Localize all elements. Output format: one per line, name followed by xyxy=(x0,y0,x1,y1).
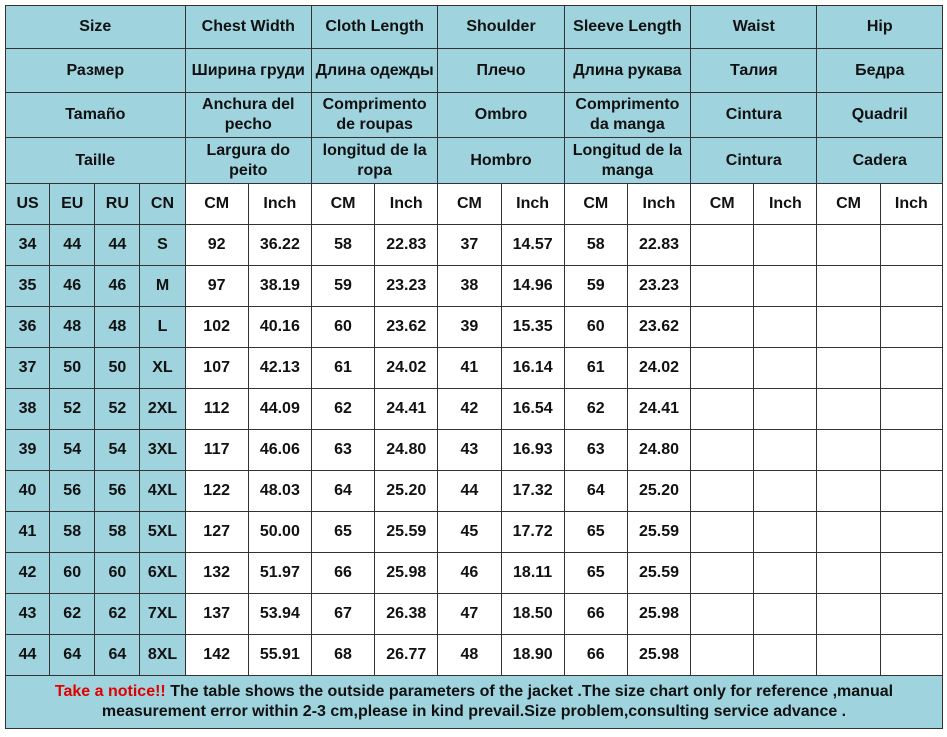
size-eu-cell: 50 xyxy=(50,348,95,389)
shoulder-cm-cell: 38 xyxy=(438,266,501,307)
shoulder-in-cell: 16.14 xyxy=(501,348,564,389)
empty-cell xyxy=(754,512,817,553)
empty-cell xyxy=(817,348,880,389)
shoulder-cm-cell: 46 xyxy=(438,553,501,594)
sleeve-cm-cell: 60 xyxy=(564,307,627,348)
size-header: Размер xyxy=(6,49,186,93)
shoulder-cm-cell: 43 xyxy=(438,430,501,471)
length-cm-cell: 58 xyxy=(311,225,374,266)
shoulder-in-cell: 16.93 xyxy=(501,430,564,471)
sleeve-in-cell: 25.20 xyxy=(627,471,690,512)
table-row xyxy=(6,635,943,676)
empty-cell xyxy=(880,512,942,553)
sleeve-in-cell: 24.02 xyxy=(627,348,690,389)
shoulder-in-cell: 14.96 xyxy=(501,266,564,307)
length-in-cell: 25.20 xyxy=(375,471,438,512)
length-in-cell: 23.62 xyxy=(375,307,438,348)
unit-row xyxy=(6,184,943,225)
empty-cell xyxy=(691,553,754,594)
size-cn-cell: L xyxy=(140,307,185,348)
size-us-cell: 34 xyxy=(6,225,50,266)
size-cn-cell: 6XL xyxy=(140,553,185,594)
chest-in-cell: 40.16 xyxy=(248,307,311,348)
length-in-cell: 24.41 xyxy=(375,389,438,430)
size-table xyxy=(5,5,943,729)
unit-header: US xyxy=(6,184,50,225)
size-us-cell: 43 xyxy=(6,594,50,635)
empty-cell xyxy=(880,266,942,307)
empty-cell xyxy=(691,389,754,430)
size-cn-cell: 8XL xyxy=(140,635,185,676)
length-in-cell: 22.83 xyxy=(375,225,438,266)
column-header: Longitud de la manga xyxy=(564,138,690,184)
length-cm-cell: 68 xyxy=(311,635,374,676)
size-ru-cell: 44 xyxy=(95,225,140,266)
length-cm-cell: 63 xyxy=(311,430,374,471)
size-cn-cell: M xyxy=(140,266,185,307)
length-cm-cell: 60 xyxy=(311,307,374,348)
length-in-cell: 24.02 xyxy=(375,348,438,389)
column-header: Anchura del pecho xyxy=(185,93,311,138)
empty-cell xyxy=(691,307,754,348)
empty-cell xyxy=(817,471,880,512)
column-header: Waist xyxy=(691,6,817,49)
sleeve-in-cell: 23.62 xyxy=(627,307,690,348)
chest-in-cell: 46.06 xyxy=(248,430,311,471)
column-header: Comprimento da manga xyxy=(564,93,690,138)
table-row xyxy=(6,225,943,266)
column-header: Ombro xyxy=(438,93,564,138)
length-in-cell: 23.23 xyxy=(375,266,438,307)
sleeve-cm-cell: 63 xyxy=(564,430,627,471)
empty-cell xyxy=(817,635,880,676)
empty-cell xyxy=(880,553,942,594)
column-header: Shoulder xyxy=(438,6,564,49)
empty-cell xyxy=(817,553,880,594)
size-cn-cell: 2XL xyxy=(140,389,185,430)
size-ru-cell: 56 xyxy=(95,471,140,512)
empty-cell xyxy=(880,430,942,471)
size-us-cell: 44 xyxy=(6,635,50,676)
column-header: Hombro xyxy=(438,138,564,184)
size-us-cell: 38 xyxy=(6,389,50,430)
header-row xyxy=(6,93,943,138)
size-ru-cell: 52 xyxy=(95,389,140,430)
unit-header: Inch xyxy=(248,184,311,225)
unit-header: CM xyxy=(817,184,880,225)
size-us-cell: 40 xyxy=(6,471,50,512)
size-ru-cell: 58 xyxy=(95,512,140,553)
size-us-cell: 41 xyxy=(6,512,50,553)
empty-cell xyxy=(880,471,942,512)
length-in-cell: 26.38 xyxy=(375,594,438,635)
sleeve-cm-cell: 64 xyxy=(564,471,627,512)
shoulder-in-cell: 18.50 xyxy=(501,594,564,635)
size-eu-cell: 44 xyxy=(50,225,95,266)
empty-cell xyxy=(880,348,942,389)
unit-header: CM xyxy=(564,184,627,225)
empty-cell xyxy=(691,225,754,266)
empty-cell xyxy=(880,594,942,635)
column-header: Плечо xyxy=(438,49,564,93)
table-row xyxy=(6,348,943,389)
shoulder-cm-cell: 44 xyxy=(438,471,501,512)
length-cm-cell: 61 xyxy=(311,348,374,389)
unit-header: Inch xyxy=(627,184,690,225)
empty-cell xyxy=(817,307,880,348)
column-header: Cintura xyxy=(691,138,817,184)
empty-cell xyxy=(691,635,754,676)
empty-cell xyxy=(817,225,880,266)
empty-cell xyxy=(880,225,942,266)
empty-cell xyxy=(880,635,942,676)
empty-cell xyxy=(754,553,817,594)
length-in-cell: 26.77 xyxy=(375,635,438,676)
size-eu-cell: 64 xyxy=(50,635,95,676)
size-cn-cell: 4XL xyxy=(140,471,185,512)
sleeve-in-cell: 25.59 xyxy=(627,553,690,594)
size-rows xyxy=(6,225,943,676)
size-us-cell: 37 xyxy=(6,348,50,389)
table-row xyxy=(6,430,943,471)
table-row xyxy=(6,307,943,348)
chest-in-cell: 44.09 xyxy=(248,389,311,430)
size-eu-cell: 46 xyxy=(50,266,95,307)
empty-cell xyxy=(691,266,754,307)
sleeve-cm-cell: 66 xyxy=(564,594,627,635)
unit-header: CM xyxy=(691,184,754,225)
unit-header: CM xyxy=(438,184,501,225)
unit-header: Inch xyxy=(880,184,942,225)
shoulder-in-cell: 15.35 xyxy=(501,307,564,348)
table-row xyxy=(6,471,943,512)
size-eu-cell: 58 xyxy=(50,512,95,553)
empty-cell xyxy=(817,266,880,307)
column-header: Comprimento de roupas xyxy=(311,93,437,138)
size-ru-cell: 62 xyxy=(95,594,140,635)
chest-cm-cell: 127 xyxy=(185,512,248,553)
length-cm-cell: 64 xyxy=(311,471,374,512)
notice-cell xyxy=(6,676,943,729)
empty-cell xyxy=(754,430,817,471)
notice-highlight: Take a notice!! xyxy=(54,683,166,700)
header-rows xyxy=(6,6,943,184)
empty-cell xyxy=(817,512,880,553)
shoulder-cm-cell: 39 xyxy=(438,307,501,348)
sleeve-cm-cell: 61 xyxy=(564,348,627,389)
length-cm-cell: 62 xyxy=(311,389,374,430)
length-in-cell: 25.98 xyxy=(375,553,438,594)
chest-cm-cell: 137 xyxy=(185,594,248,635)
length-cm-cell: 67 xyxy=(311,594,374,635)
shoulder-in-cell: 14.57 xyxy=(501,225,564,266)
empty-cell xyxy=(817,594,880,635)
empty-cell xyxy=(754,471,817,512)
column-header: Талия xyxy=(691,49,817,93)
sleeve-in-cell: 25.59 xyxy=(627,512,690,553)
chest-in-cell: 38.19 xyxy=(248,266,311,307)
empty-cell xyxy=(754,266,817,307)
size-ru-cell: 60 xyxy=(95,553,140,594)
empty-cell xyxy=(754,307,817,348)
chest-in-cell: 42.13 xyxy=(248,348,311,389)
notice-text: The table shows the outside parameters of the jacket .The size chart only for reference ,manual measurement error within 2-3 cm,please in kind prevail.Size problem,consulting service advance . xyxy=(101,683,894,720)
column-header: Cadera xyxy=(817,138,943,184)
table-row xyxy=(6,266,943,307)
size-ru-cell: 64 xyxy=(95,635,140,676)
size-us-cell: 39 xyxy=(6,430,50,471)
chest-cm-cell: 102 xyxy=(185,307,248,348)
sleeve-cm-cell: 58 xyxy=(564,225,627,266)
table-row xyxy=(6,389,943,430)
column-header: Chest Width xyxy=(185,6,311,49)
shoulder-in-cell: 18.90 xyxy=(501,635,564,676)
chest-cm-cell: 97 xyxy=(185,266,248,307)
unit-header: CM xyxy=(185,184,248,225)
shoulder-in-cell: 17.32 xyxy=(501,471,564,512)
unit-header: Inch xyxy=(754,184,817,225)
chest-in-cell: 36.22 xyxy=(248,225,311,266)
shoulder-cm-cell: 37 xyxy=(438,225,501,266)
shoulder-cm-cell: 41 xyxy=(438,348,501,389)
table-row xyxy=(6,553,943,594)
empty-cell xyxy=(754,635,817,676)
column-header: Sleeve Length xyxy=(564,6,690,49)
size-eu-cell: 54 xyxy=(50,430,95,471)
size-cn-cell: XL xyxy=(140,348,185,389)
sleeve-cm-cell: 65 xyxy=(564,553,627,594)
size-eu-cell: 52 xyxy=(50,389,95,430)
shoulder-cm-cell: 45 xyxy=(438,512,501,553)
chest-in-cell: 53.94 xyxy=(248,594,311,635)
shoulder-cm-cell: 42 xyxy=(438,389,501,430)
column-header: Длина одежды xyxy=(311,49,437,93)
column-header: Длина рукава xyxy=(564,49,690,93)
notice-group xyxy=(6,676,943,729)
empty-cell xyxy=(880,389,942,430)
unit-header: CM xyxy=(311,184,374,225)
column-header: Ширина груди xyxy=(185,49,311,93)
empty-cell xyxy=(754,389,817,430)
size-eu-cell: 56 xyxy=(50,471,95,512)
sleeve-cm-cell: 62 xyxy=(564,389,627,430)
size-ru-cell: 50 xyxy=(95,348,140,389)
empty-cell xyxy=(817,430,880,471)
unit-header: Inch xyxy=(501,184,564,225)
size-eu-cell: 60 xyxy=(50,553,95,594)
empty-cell xyxy=(754,594,817,635)
table-row xyxy=(6,512,943,553)
column-header: longitud de la ropa xyxy=(311,138,437,184)
size-cn-cell: 3XL xyxy=(140,430,185,471)
sleeve-in-cell: 24.80 xyxy=(627,430,690,471)
column-header: Cintura xyxy=(691,93,817,138)
length-cm-cell: 65 xyxy=(311,512,374,553)
shoulder-cm-cell: 48 xyxy=(438,635,501,676)
shoulder-in-cell: 16.54 xyxy=(501,389,564,430)
empty-cell xyxy=(691,594,754,635)
header-row xyxy=(6,138,943,184)
sleeve-in-cell: 23.23 xyxy=(627,266,690,307)
chest-cm-cell: 112 xyxy=(185,389,248,430)
shoulder-in-cell: 17.72 xyxy=(501,512,564,553)
shoulder-in-cell: 18.11 xyxy=(501,553,564,594)
size-ru-cell: 54 xyxy=(95,430,140,471)
table-row xyxy=(6,594,943,635)
chest-in-cell: 48.03 xyxy=(248,471,311,512)
unit-header: Inch xyxy=(375,184,438,225)
column-header: Quadril xyxy=(817,93,943,138)
unit-header: RU xyxy=(95,184,140,225)
empty-cell xyxy=(691,512,754,553)
column-header: Cloth Length xyxy=(311,6,437,49)
size-cn-cell: S xyxy=(140,225,185,266)
chest-cm-cell: 132 xyxy=(185,553,248,594)
chest-cm-cell: 122 xyxy=(185,471,248,512)
empty-cell xyxy=(691,471,754,512)
empty-cell xyxy=(754,225,817,266)
chest-cm-cell: 142 xyxy=(185,635,248,676)
size-eu-cell: 48 xyxy=(50,307,95,348)
sleeve-in-cell: 22.83 xyxy=(627,225,690,266)
notice-row xyxy=(6,676,943,729)
size-us-cell: 42 xyxy=(6,553,50,594)
sleeve-cm-cell: 59 xyxy=(564,266,627,307)
size-cn-cell: 7XL xyxy=(140,594,185,635)
length-cm-cell: 66 xyxy=(311,553,374,594)
sleeve-in-cell: 25.98 xyxy=(627,635,690,676)
sleeve-cm-cell: 65 xyxy=(564,512,627,553)
size-us-cell: 35 xyxy=(6,266,50,307)
size-chart xyxy=(5,5,943,729)
size-ru-cell: 48 xyxy=(95,307,140,348)
chest-in-cell: 50.00 xyxy=(248,512,311,553)
size-ru-cell: 46 xyxy=(95,266,140,307)
column-header: Бедра xyxy=(817,49,943,93)
chest-cm-cell: 117 xyxy=(185,430,248,471)
chest-in-cell: 55.91 xyxy=(248,635,311,676)
length-in-cell: 24.80 xyxy=(375,430,438,471)
size-cn-cell: 5XL xyxy=(140,512,185,553)
length-in-cell: 25.59 xyxy=(375,512,438,553)
size-us-cell: 36 xyxy=(6,307,50,348)
empty-cell xyxy=(880,307,942,348)
chest-in-cell: 51.97 xyxy=(248,553,311,594)
empty-cell xyxy=(754,348,817,389)
length-cm-cell: 59 xyxy=(311,266,374,307)
size-header: Tamaño xyxy=(6,93,186,138)
unit-row-group xyxy=(6,184,943,225)
size-header: Size xyxy=(6,6,186,49)
empty-cell xyxy=(691,430,754,471)
header-row xyxy=(6,6,943,49)
chest-cm-cell: 107 xyxy=(185,348,248,389)
empty-cell xyxy=(691,348,754,389)
size-header: Taille xyxy=(6,138,186,184)
sleeve-in-cell: 25.98 xyxy=(627,594,690,635)
sleeve-in-cell: 24.41 xyxy=(627,389,690,430)
unit-header: CN xyxy=(140,184,185,225)
size-eu-cell: 62 xyxy=(50,594,95,635)
chest-cm-cell: 92 xyxy=(185,225,248,266)
empty-cell xyxy=(817,389,880,430)
shoulder-cm-cell: 47 xyxy=(438,594,501,635)
column-header: Hip xyxy=(817,6,943,49)
unit-header: EU xyxy=(50,184,95,225)
sleeve-cm-cell: 66 xyxy=(564,635,627,676)
header-row xyxy=(6,49,943,93)
column-header: Largura do peito xyxy=(185,138,311,184)
